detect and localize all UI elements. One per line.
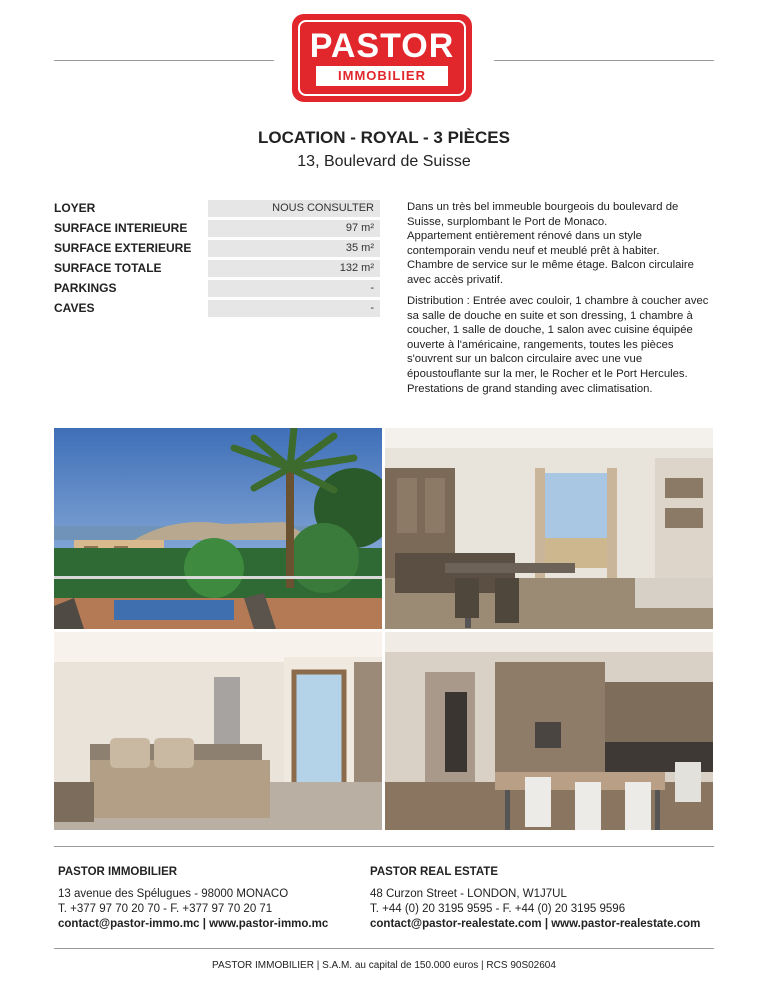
spec-value: 97 m² <box>208 220 380 237</box>
spec-row-loyer <box>54 200 380 218</box>
footer-rule-bottom <box>54 948 714 949</box>
footer-london-phone: T. +44 (0) 20 3195 9595 - F. +44 (0) 20 3195 9596 <box>370 903 626 915</box>
spec-label: SURFACE TOTALE <box>54 261 162 275</box>
footer-monaco-address: 13 avenue des Spélugues - 98000 MONACO <box>58 888 289 900</box>
description-line: Dans un très bel immeuble bourgeois du boulevard de <box>407 201 679 213</box>
description-distribution <box>407 294 719 396</box>
spec-row-surface-totale <box>54 260 380 278</box>
header-rule-right <box>494 60 714 61</box>
spec-row-surface-interieure <box>54 220 380 238</box>
spec-value: 132 m² <box>208 260 380 277</box>
footer-monaco-name: PASTOR IMMOBILIER <box>58 866 178 878</box>
spec-row-parkings <box>54 280 380 298</box>
footer-london-contact[interactable]: contact@pastor-realestate.com | www.pastor-realestate.com <box>370 918 701 930</box>
spec-label: SURFACE EXTERIEURE <box>54 241 192 255</box>
description-line: contemporain vendu neuf et meublé prêt à habiter. <box>407 244 660 257</box>
logo-brand: PASTOR <box>309 27 455 65</box>
spec-value: NOUS CONSULTER <box>208 200 380 217</box>
footer-monaco-phone: T. +377 97 70 20 70 - F. +377 97 70 20 71 <box>58 903 273 915</box>
description-line: coucher, 1 salle de douche, 1 salon avec cuisine équipée <box>407 324 693 337</box>
spec-value: - <box>208 300 380 317</box>
spec-row-surface-exterieure <box>54 240 380 258</box>
spec-label: CAVES <box>54 301 95 315</box>
footer-monaco-contact[interactable]: contact@pastor-immo.mc | www.pastor-immo.mc <box>58 918 329 930</box>
description-line: s'ouvrent sur un balcon circulaire avec une vue <box>407 353 643 366</box>
description-line: Suisse, surplombant le Port de Monaco. <box>407 215 608 228</box>
footer-rule-top <box>54 846 714 847</box>
description-line: Distribution : Entrée avec couloir, 1 chambre à coucher avec <box>407 295 709 307</box>
description-intro <box>407 200 719 288</box>
logo-sub: IMMOBILIER <box>316 66 448 86</box>
spec-label: PARKINGS <box>54 281 117 295</box>
description-line: avec accès privatif. <box>407 273 504 286</box>
footer-london <box>370 866 714 932</box>
pastor-logo <box>292 14 472 102</box>
spec-value: 35 m² <box>208 240 380 257</box>
description-line: Appartement entièrement rénové dans un style <box>407 230 642 243</box>
photo-bedroom <box>54 632 382 830</box>
description-line: ouverte à l'américaine, rangements, toutes les pièces <box>407 338 674 351</box>
listing-title: LOCATION - ROYAL - 3 PIÈCES <box>258 128 510 147</box>
listing-address: 13, Boulevard de Suisse <box>297 153 471 170</box>
spec-label: LOYER <box>54 201 96 215</box>
spec-value: - <box>208 280 380 297</box>
description-line: époustouflante sur la mer, le Rocher et le Port Hercules. <box>407 367 688 380</box>
photo-kitchen-dining <box>385 632 713 830</box>
footer-london-address: 48 Curzon Street - LONDON, W1J7UL <box>370 888 567 900</box>
footer-monaco <box>58 866 358 932</box>
photo-terrace-sea-view <box>54 428 382 629</box>
footer-london-name: PASTOR REAL ESTATE <box>370 866 499 878</box>
spec-row-caves <box>54 300 380 318</box>
description-line: sa salle de douche en suite et son dressing, 1 chambre à <box>407 309 693 322</box>
photo-living-kitchen <box>385 428 713 629</box>
spec-label: SURFACE INTERIEURE <box>54 221 188 235</box>
header-rule-left <box>54 60 274 61</box>
description-line: Chambre de service sur le même étage. Balcon circulaire <box>407 259 694 272</box>
legal-notice: PASTOR IMMOBILIER | S.A.M. au capital de 150.000 euros | RCS 90S02604 <box>212 960 556 971</box>
description-line: Prestations de grand standing avec climatisation. <box>407 382 653 395</box>
